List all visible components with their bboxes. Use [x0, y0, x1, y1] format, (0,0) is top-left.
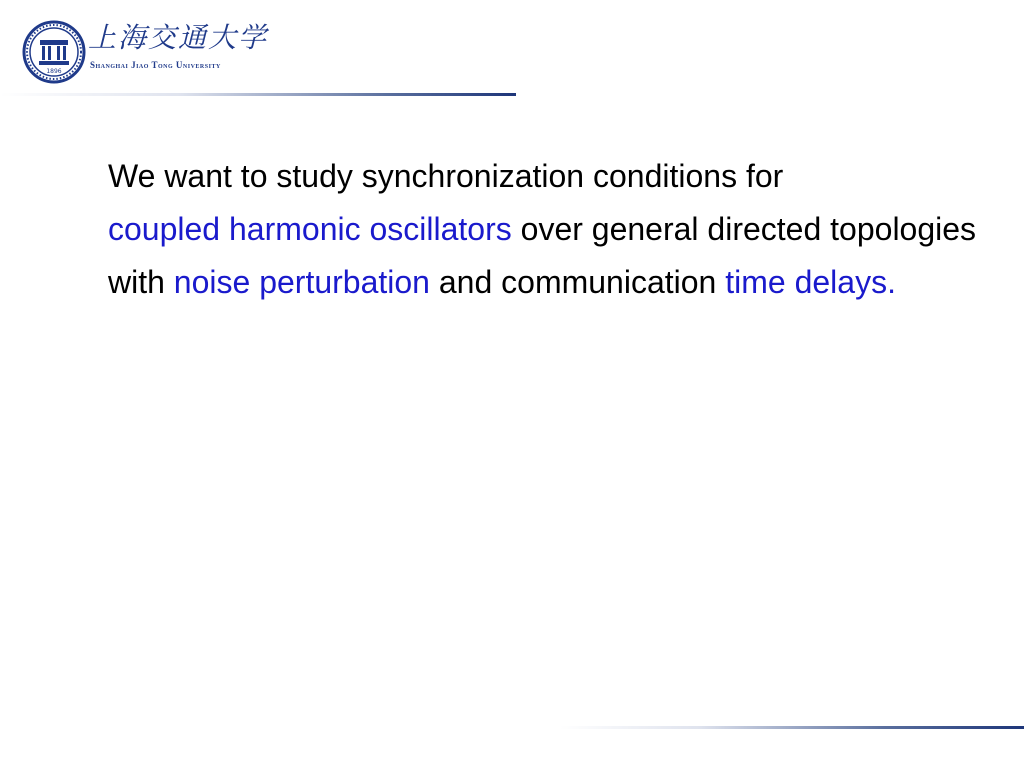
text-segment: We want to study synchronization conditions for — [108, 158, 784, 194]
text-segment: over general directed topologies with — [108, 211, 977, 300]
university-name-chinese: 上海交通大学 — [88, 21, 269, 54]
text-segment: and communication — [429, 264, 726, 300]
university-seal-icon — [22, 20, 86, 84]
highlighted-term: coupled harmonic oscillators — [108, 211, 512, 247]
slide-body-text — [108, 150, 988, 309]
footer-divider — [560, 726, 1024, 729]
highlighted-term: noise perturbation — [173, 264, 430, 300]
university-logo — [18, 18, 269, 86]
highlighted-term: time delays. — [725, 264, 896, 300]
header-divider — [0, 93, 516, 96]
seal-year: 1896 — [46, 68, 62, 75]
university-name-english: Shanghai Jiao Tong University — [90, 60, 221, 70]
